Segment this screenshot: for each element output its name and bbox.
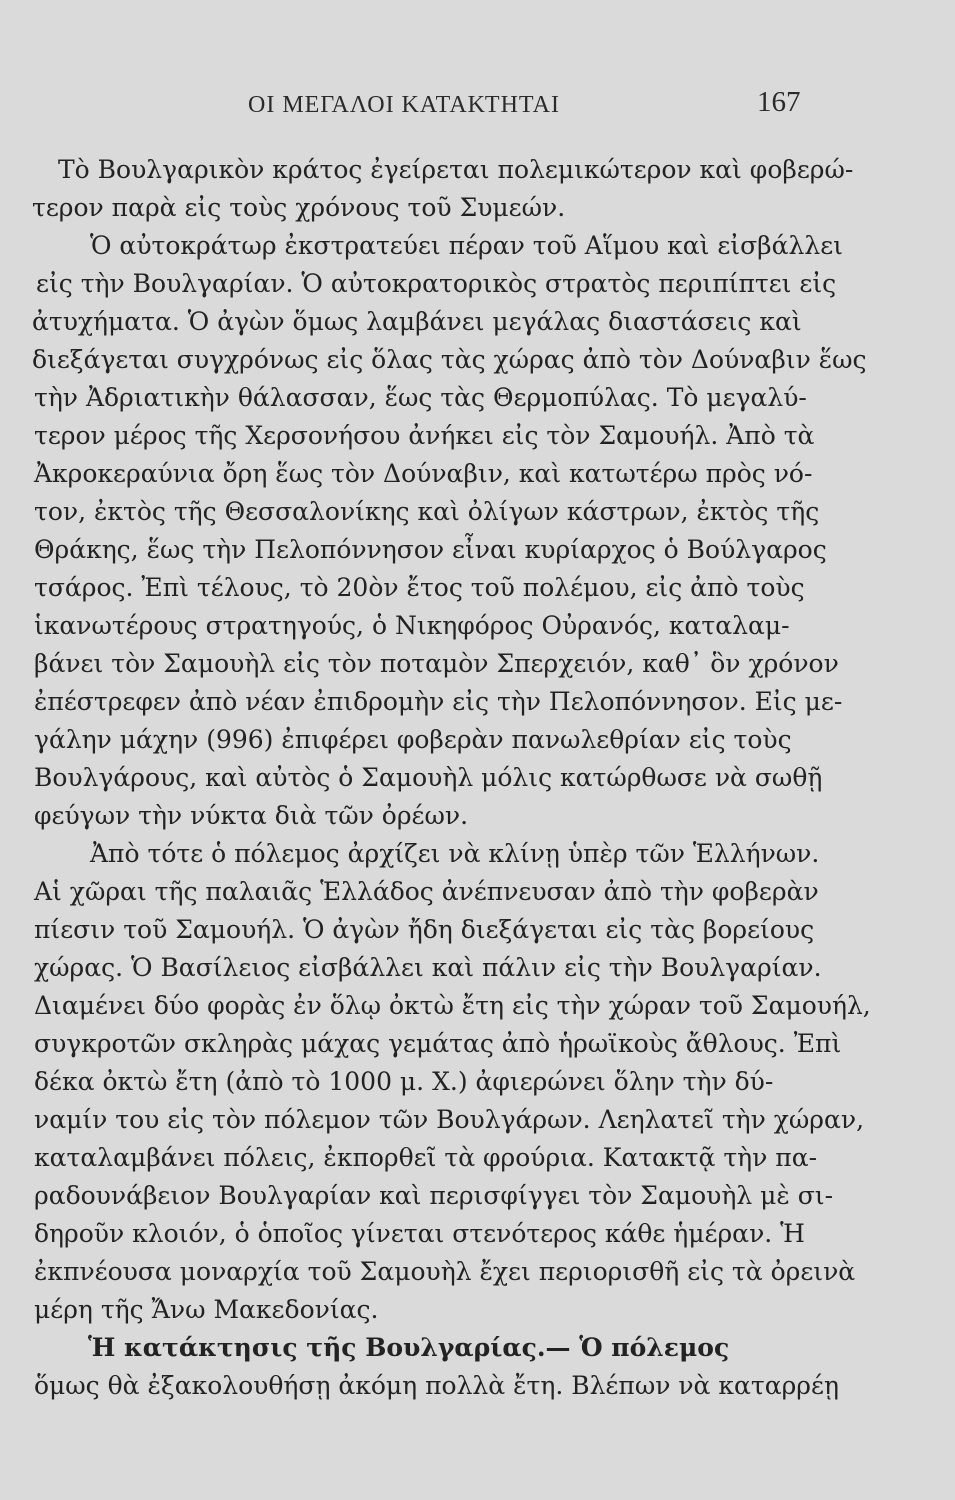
text-line: τερον παρὰ εἰς τοὺς χρόνους τοῦ Συμεών. <box>32 193 566 222</box>
text-line: ἐκπνέουσα μοναρχία τοῦ Σαμουὴλ ἔχει περιορισθῆ εἰς τὰ ὀρεινὰ <box>34 1257 856 1286</box>
text-line: Τὸ Βουλγαρικὸν κράτος ἐγείρεται πολεμικώτερον καὶ φοβερώ- <box>58 155 854 184</box>
text-line: Αἱ χῶραι τῆς παλαιᾶς Ἑλλάδος ἀνέπνευσαν ἀπὸ τὴν φοβερὰν <box>34 877 819 906</box>
text-line: εἰς τὴν Βουλγαρίαν. Ὁ αὐτοκρατορικὸς στρατὸς περιπίπτει εἰς <box>36 269 837 298</box>
text-line: ἱκανωτέρους στρατηγούς, ὁ Νικηφόρος Οὐρανός, καταλαμ- <box>34 611 790 640</box>
text-line: ἀτυχήματα. Ὁ ἀγὼν ὅμως λαμβάνει μεγάλας διαστάσεις καὶ <box>32 307 802 336</box>
text-line: Ὁ αὐτοκράτωρ ἐκστρατεύει πέραν τοῦ Αἵμου καὶ εἰσβάλλει <box>90 231 843 260</box>
text-line: μέρη τῆς Ἄνω Μακεδονίας. <box>34 1295 379 1324</box>
text-line: διεξάγεται συγχρόνως εἰς ὅλας τὰς χώρας ἀπὸ τὸν Δούναβιν ἕως <box>32 345 867 374</box>
text-line: Ἀκροκεραύνια ὄρη ἕως τὸν Δούναβιν, καὶ κατωτέρω πρὸς νό- <box>34 459 813 488</box>
text-line: ραδουνάβειον Βουλγαρίαν καὶ περισφίγγει τὸν Σαμουὴλ μὲ σι- <box>34 1181 834 1210</box>
text-line: Βουλγάρους, καὶ αὐτὸς ὁ Σαμουὴλ μόλις κατώρθωσε νὰ σωθῇ <box>34 763 823 792</box>
text-line: Θράκης, ἕως τὴν Πελοπόννησον εἶναι κυρίαρχος ὁ Βούλγαρος <box>34 535 827 564</box>
page-header <box>0 86 955 126</box>
text-line: τερον μέρος τῆς Χερσονήσου ἀνήκει εἰς τὸν Σαμουήλ. Ἀπὸ τὰ <box>34 421 815 450</box>
text-line: χώρας. Ὁ Βασίλειος εἰσβάλλει καὶ πάλιν εἰς τὴν Βουλγαρίαν. <box>34 953 822 982</box>
page-number: 167 <box>757 86 801 118</box>
text-line: βάνει τὸν Σαμουὴλ εἰς τὸν ποταμὸν Σπερχειόν, καθ᾽ ὃν χρόνον <box>34 649 839 678</box>
text-line: πίεσιν τοῦ Σαμουήλ. Ὁ ἀγὼν ἤδη διεξάγεται εἰς τὰς βορείους <box>34 915 815 944</box>
text-line: τὴν Ἀδριατικὴν θάλασσαν, ἕως τὰς Θερμοπύλας. Τὸ μεγαλύ- <box>34 383 807 412</box>
text-line: Διαμένει δύο φορὰς ἐν ὅλῳ ὀκτὼ ἔτη εἰς τὴν χώραν τοῦ Σαμουήλ, <box>34 991 871 1020</box>
running-title: ΟΙ ΜΕΓΑΛΟΙ ΚΑΤΑΚΤΗΤΑΙ <box>248 92 560 118</box>
text-line: Ἀπὸ τότε ὁ πόλεμος ἀρχίζει νὰ κλίνῃ ὑπὲρ τῶν Ἑλλήνων. <box>90 839 820 868</box>
text-line: ναμίν του εἰς τὸν πόλεμον τῶν Βουλγάρων. Λεηλατεῖ τὴν χώραν, <box>34 1105 865 1134</box>
text-line: φεύγων τὴν νύκτα διὰ τῶν ὀρέων. <box>34 801 469 830</box>
text-line: δηροῦν κλοιόν, ὁ ὁποῖος γίνεται στενότερος κάθε ἡμέραν. Ἡ <box>34 1219 805 1248</box>
text-line: δέκα ὀκτὼ ἔτη (ἀπὸ τὸ 1000 μ. Χ.) ἀφιερώνει ὅλην τὴν δύ- <box>34 1067 774 1096</box>
text-line: συγκροτῶν σκληρὰς μάχας γεμάτας ἀπὸ ἡρωϊκοὺς ἄθλους. Ἐπὶ <box>34 1029 842 1058</box>
text-line: γάλην μάχην (996) ἐπιφέρει φοβερὰν πανωλεθρίαν εἰς τοὺς <box>34 725 792 754</box>
text-line: καταλαμβάνει πόλεις, ἐκπορθεῖ τὰ φρούρια. Κατακτᾷ τὴν πα- <box>34 1143 818 1172</box>
text-line: ἐπέστρεφεν ἀπὸ νέαν ἐπιδρομὴν εἰς τὴν Πελοπόννησον. Εἰς με- <box>34 687 843 716</box>
section-heading-line: Ἡ κατάκτησις τῆς Βουλγαρίας.— Ὁ πόλεμος <box>88 1333 730 1362</box>
text-line: τσάρος. Ἐπὶ τέλους, τὸ 20ὸν ἔτος τοῦ πολέμου, εἰς ἀπὸ τοὺς <box>34 573 805 602</box>
text-line: τον, ἐκτὸς τῆς Θεσσαλονίκης καὶ ὀλίγων κάστρων, ἐκτὸς τῆς <box>34 497 820 526</box>
text-line: ὅμως θὰ ἐξακολουθήσῃ ἀκόμη πολλὰ ἔτη. Βλέπων νὰ καταρρέῃ <box>34 1371 839 1400</box>
